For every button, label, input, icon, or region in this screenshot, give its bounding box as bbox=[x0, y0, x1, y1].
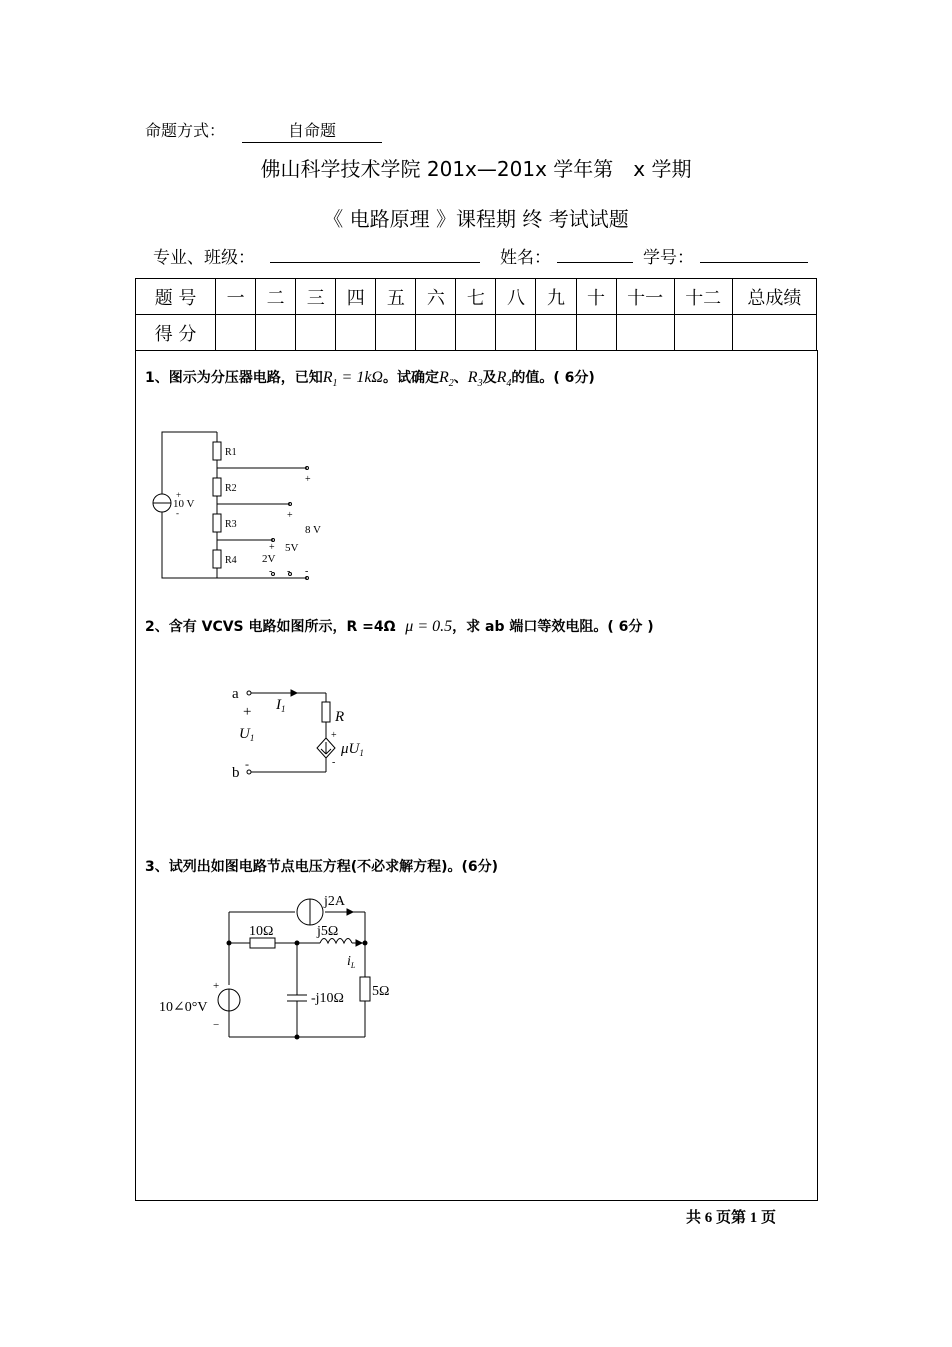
score-cell[interactable] bbox=[576, 315, 616, 351]
mode-value bbox=[242, 118, 382, 143]
label-mu-u1: $\mu U_1$ bbox=[341, 741, 364, 758]
label-r3: R3 bbox=[225, 519, 237, 530]
name-label: 姓名： bbox=[500, 248, 551, 268]
q2-text-b: ，求 ab 端口等效电阻。( 6分 ) bbox=[452, 619, 654, 635]
score-cell[interactable] bbox=[674, 315, 732, 351]
source-plus: + bbox=[176, 490, 182, 500]
resistor-r1 bbox=[213, 442, 221, 460]
node-dot bbox=[295, 941, 300, 946]
label-u1: $U_1$ bbox=[239, 726, 255, 743]
resistor-r2 bbox=[213, 478, 221, 496]
header-cell: 四 bbox=[336, 279, 376, 315]
plus-8v: + bbox=[305, 474, 311, 485]
id-label: 学号： bbox=[643, 248, 694, 268]
score-cell[interactable] bbox=[296, 315, 336, 351]
header-cell: 五 bbox=[376, 279, 416, 315]
minus-8v: - bbox=[305, 566, 309, 577]
source-minus: − bbox=[213, 1019, 220, 1031]
header-cell: 八 bbox=[496, 279, 536, 315]
label-r4: R4 bbox=[225, 555, 237, 566]
score-cell[interactable] bbox=[496, 315, 536, 351]
port-plus: + bbox=[243, 704, 252, 720]
q2-text bbox=[145, 616, 654, 636]
q1-r1: $R_1 = 1k\Omega$ bbox=[322, 369, 383, 390]
score-row-label: 得 分 bbox=[136, 315, 216, 351]
q2-circuit-diagram bbox=[225, 680, 395, 790]
src-minus: - bbox=[332, 757, 336, 768]
q2-text-a: 2、含有 VCVS 电路如图所示，R =4Ω bbox=[145, 619, 396, 635]
source-minus: - bbox=[176, 508, 179, 518]
mode-label-text: 命题方式： bbox=[145, 121, 226, 140]
header-cell: 题 号 bbox=[136, 279, 216, 315]
label-r2: R2 bbox=[225, 483, 237, 494]
q3-text: 3、试列出如图电路节点电压方程(不必求解方程)。(6分) bbox=[145, 859, 499, 875]
id-field[interactable] bbox=[700, 262, 808, 263]
score-cell[interactable] bbox=[256, 315, 296, 351]
resistor-r3 bbox=[213, 514, 221, 532]
q1-text-c: 的值。( 6分) bbox=[511, 370, 595, 386]
q1-text-a: 1、图示为分压器电路，已知 bbox=[145, 370, 323, 386]
q1-text-b: 。试确定 bbox=[383, 370, 439, 386]
minus-2v: - bbox=[269, 566, 273, 577]
mode-label bbox=[145, 118, 225, 141]
score-header-row bbox=[136, 279, 817, 315]
port-minus: - bbox=[245, 757, 249, 771]
mode-value-text: 自命题 bbox=[287, 121, 336, 140]
resistor-10ohm bbox=[250, 938, 275, 948]
node-a: a bbox=[232, 686, 239, 702]
resistor-r bbox=[322, 702, 330, 722]
resistor-5ohm bbox=[360, 977, 370, 1001]
q1-r3: $R_3$ bbox=[467, 369, 483, 390]
label-il: $i_L$ bbox=[347, 954, 356, 970]
plus-5v: + bbox=[287, 510, 293, 521]
header-cell: 十 bbox=[576, 279, 616, 315]
score-row bbox=[136, 315, 817, 351]
header-cell: 十一 bbox=[616, 279, 674, 315]
label-8v: 8 V bbox=[305, 524, 321, 536]
src-plus: + bbox=[331, 730, 337, 741]
label-source: 10∠0°V bbox=[159, 1000, 208, 1015]
score-cell[interactable] bbox=[336, 315, 376, 351]
label-source: 10 V bbox=[173, 498, 195, 510]
plus-2v: + bbox=[269, 542, 275, 553]
label-cap: -j10Ω bbox=[311, 991, 344, 1006]
score-cell[interactable] bbox=[616, 315, 674, 351]
course-title: 《 电路原理 》课程期 终 考试试题 bbox=[323, 207, 629, 231]
node-dot bbox=[227, 941, 232, 946]
score-cell[interactable] bbox=[416, 315, 456, 351]
label-r: R bbox=[335, 709, 345, 725]
score-table bbox=[135, 278, 817, 351]
header-cell: 十二 bbox=[674, 279, 732, 315]
label-5ohm: 5Ω bbox=[372, 984, 390, 999]
score-cell[interactable] bbox=[216, 315, 256, 351]
score-cell[interactable] bbox=[536, 315, 576, 351]
header-cell: 六 bbox=[416, 279, 456, 315]
minus-5v: - bbox=[287, 566, 291, 577]
name-field[interactable] bbox=[557, 262, 633, 263]
major-label: 专业、班级： bbox=[153, 248, 255, 268]
q2-mu: μ = 0.5 bbox=[405, 618, 453, 635]
label-5v: 5V bbox=[285, 542, 299, 554]
label-2v: 2V bbox=[262, 553, 276, 565]
header-cell: 二 bbox=[256, 279, 296, 315]
score-cell[interactable] bbox=[456, 315, 496, 351]
node-b: b bbox=[232, 765, 240, 781]
label-r1: R1 bbox=[225, 447, 237, 458]
score-cell[interactable] bbox=[376, 315, 416, 351]
node-dot bbox=[295, 1035, 300, 1040]
major-field[interactable] bbox=[270, 262, 480, 263]
label-i1: $I_1$ bbox=[276, 697, 286, 714]
header-cell: 三 bbox=[296, 279, 336, 315]
label-j5: j5Ω bbox=[317, 924, 339, 939]
q1-text: 1、图示为分压器电路，已知$R_1 = 1k\Omega$。试确定$R_2$、$R_3$及$R_4$的值。( 6分) bbox=[145, 369, 595, 390]
source-plus: + bbox=[213, 980, 220, 992]
header-cell: 一 bbox=[216, 279, 256, 315]
header-cell: 七 bbox=[456, 279, 496, 315]
header-cell: 九 bbox=[536, 279, 576, 315]
q1-circuit-diagram bbox=[145, 420, 345, 590]
node-dot bbox=[363, 941, 368, 946]
label-10ohm: 10Ω bbox=[249, 924, 274, 939]
q1-r4: $R_4$ bbox=[496, 369, 512, 390]
school-title: 佛山科学技术学院 201x—201x 学年第 x 学期 bbox=[260, 157, 692, 181]
inductor-j5 bbox=[320, 939, 352, 944]
header-cell: 总成绩 bbox=[732, 279, 816, 315]
score-cell[interactable] bbox=[732, 315, 816, 351]
q1-r2: $R_2$ bbox=[439, 369, 454, 390]
resistor-r4 bbox=[213, 550, 221, 568]
q3-circuit-diagram bbox=[155, 885, 415, 1050]
label-j2a: j2A bbox=[324, 894, 345, 909]
page-footer: 共 6 页第 1 页 bbox=[686, 1210, 777, 1226]
